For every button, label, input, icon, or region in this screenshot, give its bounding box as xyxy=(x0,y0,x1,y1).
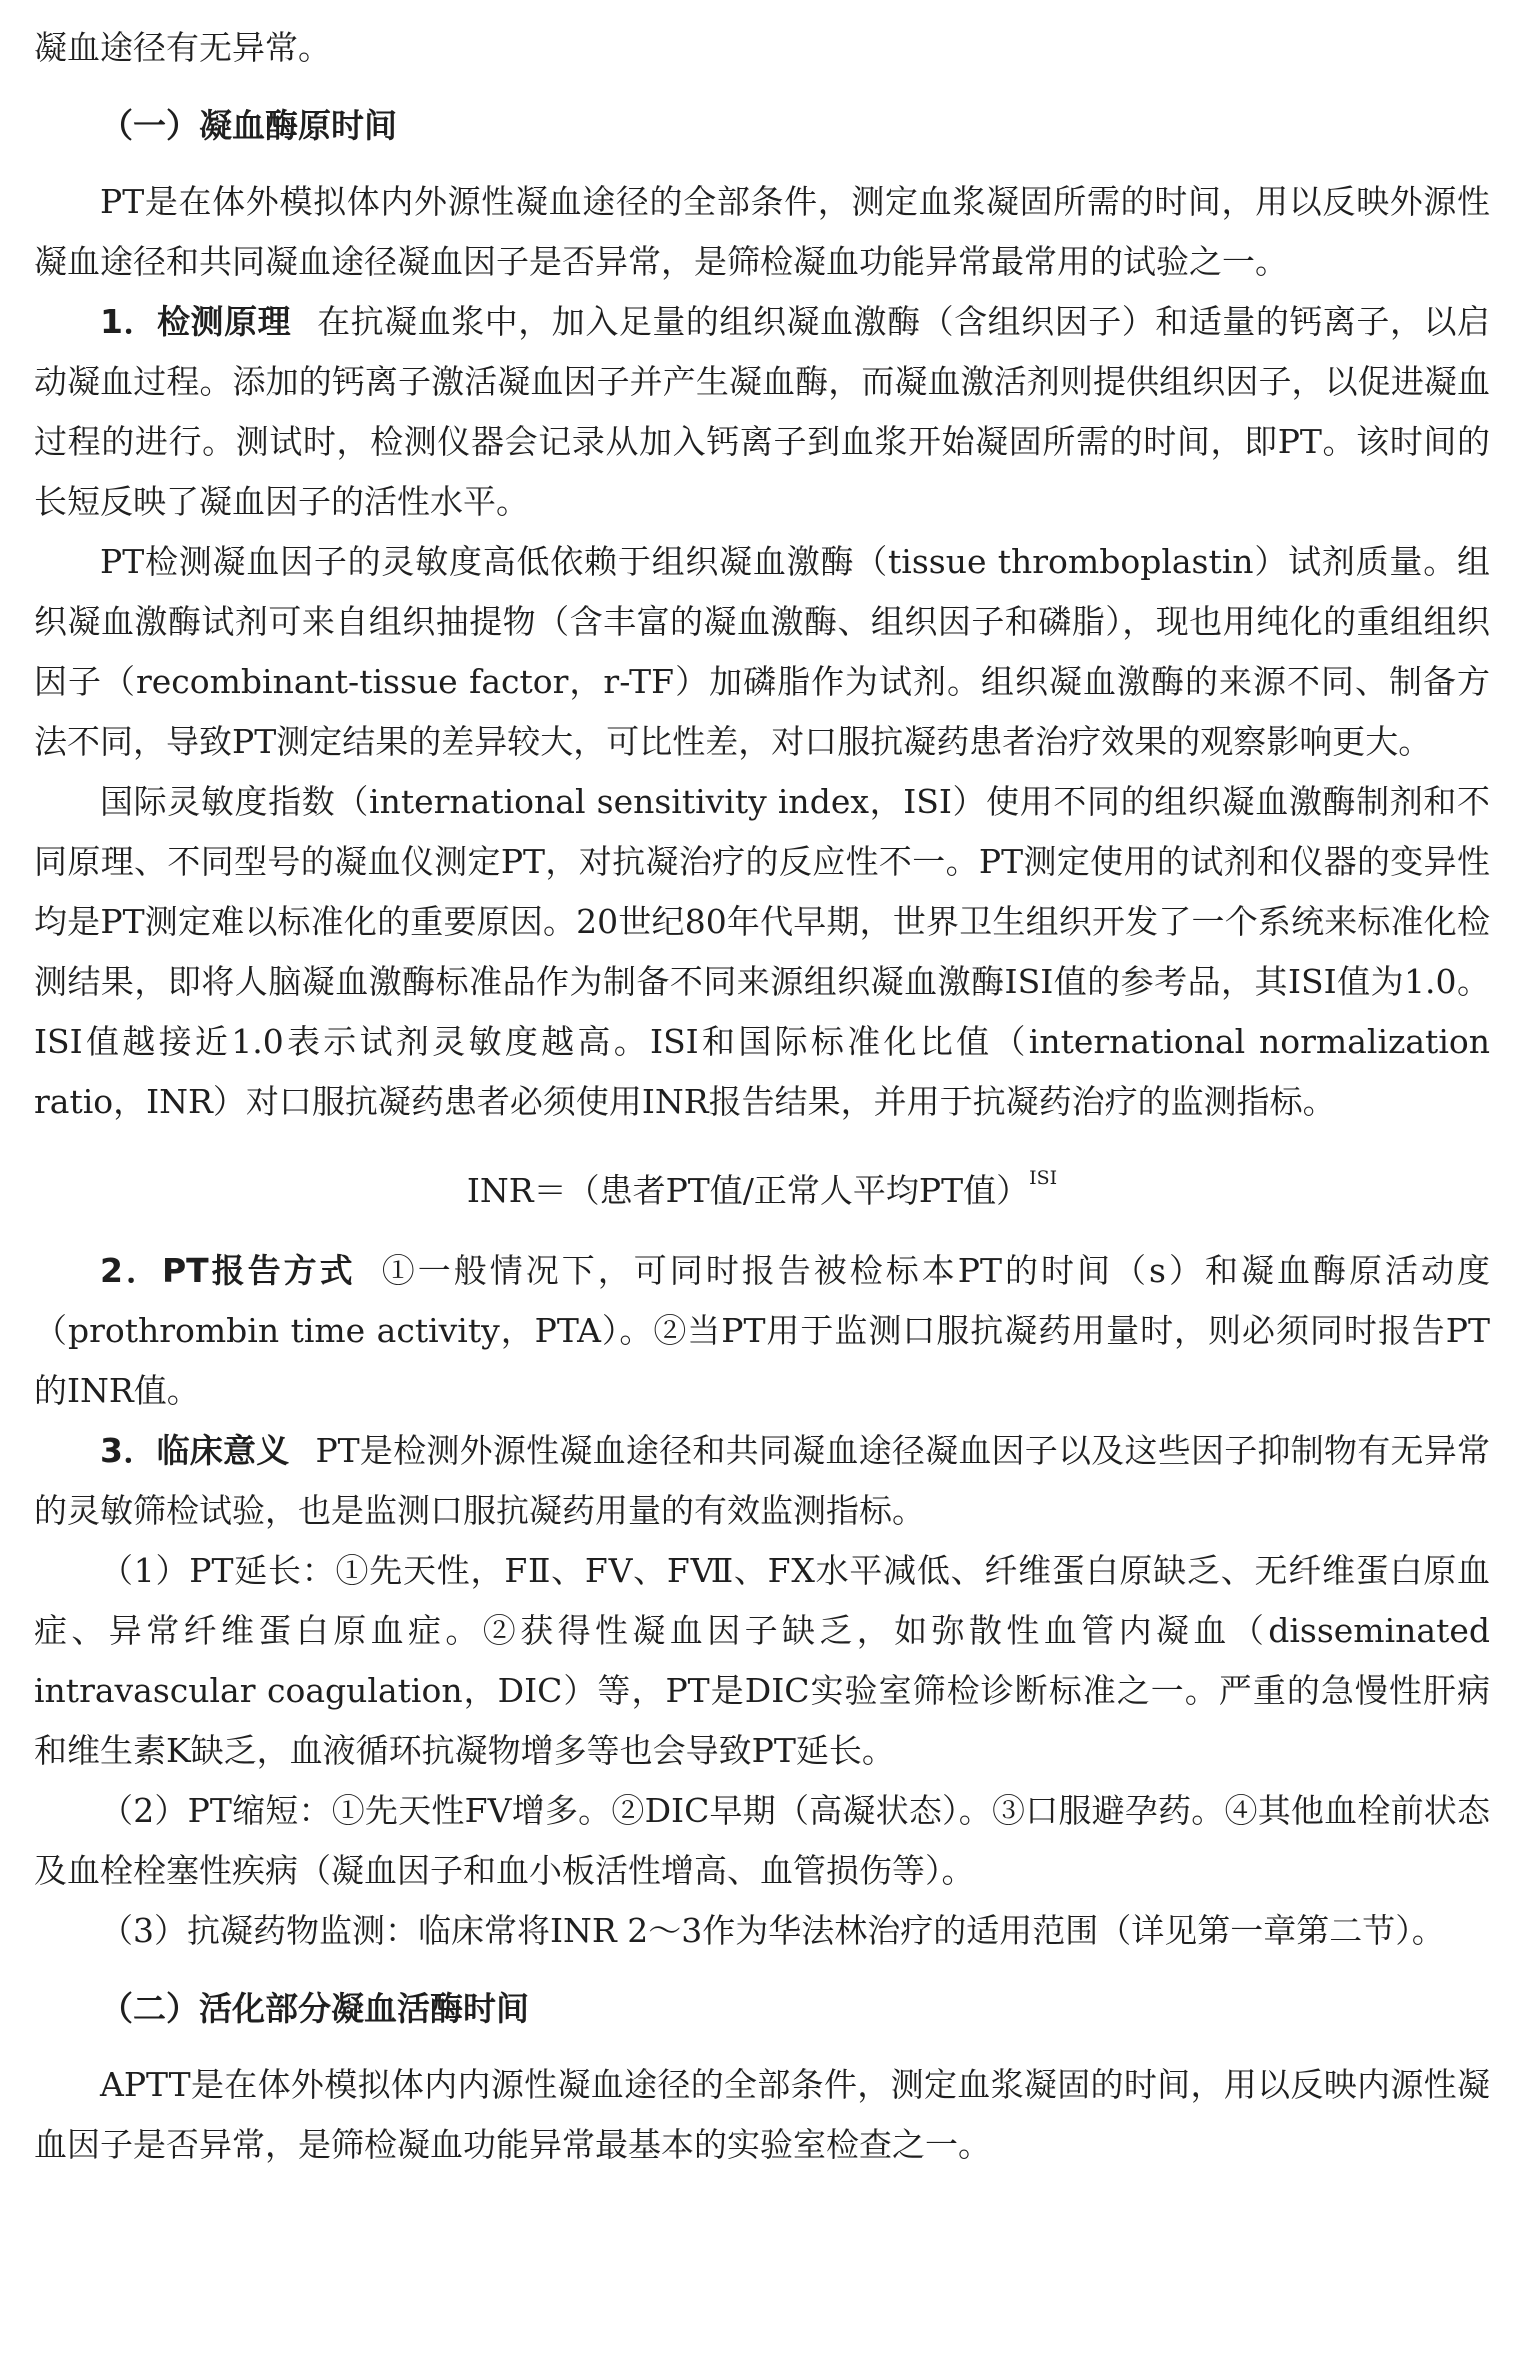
lead-report-method: 2．PT报告方式 xyxy=(100,1251,356,1290)
lead-clinical-significance: 3．临床意义 xyxy=(100,1431,290,1470)
inr-formula-exponent: ISI xyxy=(1029,1167,1058,1189)
list-item-pt-shortened: （2）PT缩短：①先天性FⅤ增多。②DIC早期（高凝状态）。③口服避孕药。④其他血栓前状态及血栓栓塞性疾病（凝血因子和血小板活性增高、血管损伤等）。 xyxy=(34,1791,1490,1890)
inr-formula xyxy=(34,1154,1490,1221)
lead-detection-principle: 1．检测原理 xyxy=(100,302,292,341)
text-clinical-significance: PT是检测外源性凝血途径和共同凝血途径凝血因子以及这些因子抑制物有无异常的灵敏筛检试验，也是监测口服抗凝药用量的有效监测指标。 xyxy=(34,1431,1490,1530)
para-clinical-significance xyxy=(34,1421,1490,1541)
list-item-anticoagulant-monitoring: （3）抗凝药物监测：临床常将INR 2～3作为华法林治疗的适用范围（详见第一章第二节）。 xyxy=(100,1911,1445,1950)
heading-aptt: （二）活化部分凝血活酶时间 xyxy=(100,1989,529,2028)
para-isi: 国际灵敏度指数（international sensitivity index，ISI）使用不同的组织凝血激酶制剂和不同原理、不同型号的凝血仪测定PT，对抗凝治疗的反应性不一。PT测定使用的试剂和仪器的变异性均是PT测定难以标准化的重要原因。20世纪80年代早期，世界卫生组织开发了一个系统来标准化检测结果，即将人脑凝血激酶标准品作为制备不同来源组织凝血激酶ISI值的参考品，其ISI值为1.0。ISI值越接近1.0表示试剂灵敏度越高。ISI和国际标准化比值（international normalization ratio，INR）对口服抗凝药患者必须使用INR报告结果，并用于抗凝药治疗的监测指标。 xyxy=(34,782,1490,1121)
para-report-method xyxy=(34,1241,1490,1421)
text-detection-principle: 在抗凝血浆中，加入足量的组织凝血激酶（含组织因子）和适量的钙离子，以启动凝血过程。添加的钙离子激活凝血因子并产生凝血酶，而凝血激活剂则提供组织因子，以促进凝血过程的进行。测试时，检测仪器会记录从加入钙离子到血浆开始凝固所需的时间，即PT。该时间的长短反映了凝血因子的活性水平。 xyxy=(34,302,1491,521)
intro-tail-line: 凝血途径有无异常。 xyxy=(34,28,331,67)
list-item-pt-prolonged: （1）PT延长：①先天性，FⅡ、FⅤ、FⅦ、FⅩ水平减低、纤维蛋白原缺乏、无纤维蛋白原血症、异常纤维蛋白原血症。②获得性凝血因子缺乏，如弥散性血管内凝血（disseminated intravascular coagulation，DIC）等，PT是DIC实验室筛检诊断标准之一。严重的急慢性肝病和维生素K缺乏，血液循环抗凝物增多等也会导致PT延长。 xyxy=(34,1551,1490,1770)
para-detection-principle xyxy=(34,292,1490,532)
heading-pt: （一）凝血酶原时间 xyxy=(100,106,397,145)
para-aptt-definition: APTT是在体外模拟体内内源性凝血途径的全部条件，测定血浆凝固的时间，用以反映内源性凝血因子是否异常，是筛检凝血功能异常最基本的实验室检查之一。 xyxy=(34,2065,1490,2164)
para-sensitivity: PT检测凝血因子的灵敏度高低依赖于组织凝血激酶（tissue thromboplastin）试剂质量。组织凝血激酶试剂可来自组织抽提物（含丰富的凝血激酶、组织因子和磷脂），现也用纯化的重组组织因子（recombinant-tissue factor，r-TF）加磷脂作为试剂。组织凝血激酶的来源不同、制备方法不同，导致PT测定结果的差异较大，可比性差，对口服抗凝药患者治疗效果的观察影响更大。 xyxy=(34,542,1490,761)
inr-formula-main: INR＝（患者PT值/正常人平均PT值） xyxy=(466,1171,1030,1210)
para-pt-definition: PT是在体外模拟体内外源性凝血途径的全部条件，测定血浆凝固所需的时间，用以反映外源性凝血途径和共同凝血途径凝血因子是否异常，是筛检凝血功能异常最常用的试验之一。 xyxy=(34,182,1490,281)
text-report-method: ①一般情况下，可同时报告被检标本PT的时间（s）和凝血酶原活动度（prothrombin time activity，PTA）。②当PT用于监测口服抗凝药用量时，则必须同时报告PT的INR值。 xyxy=(34,1251,1490,1410)
